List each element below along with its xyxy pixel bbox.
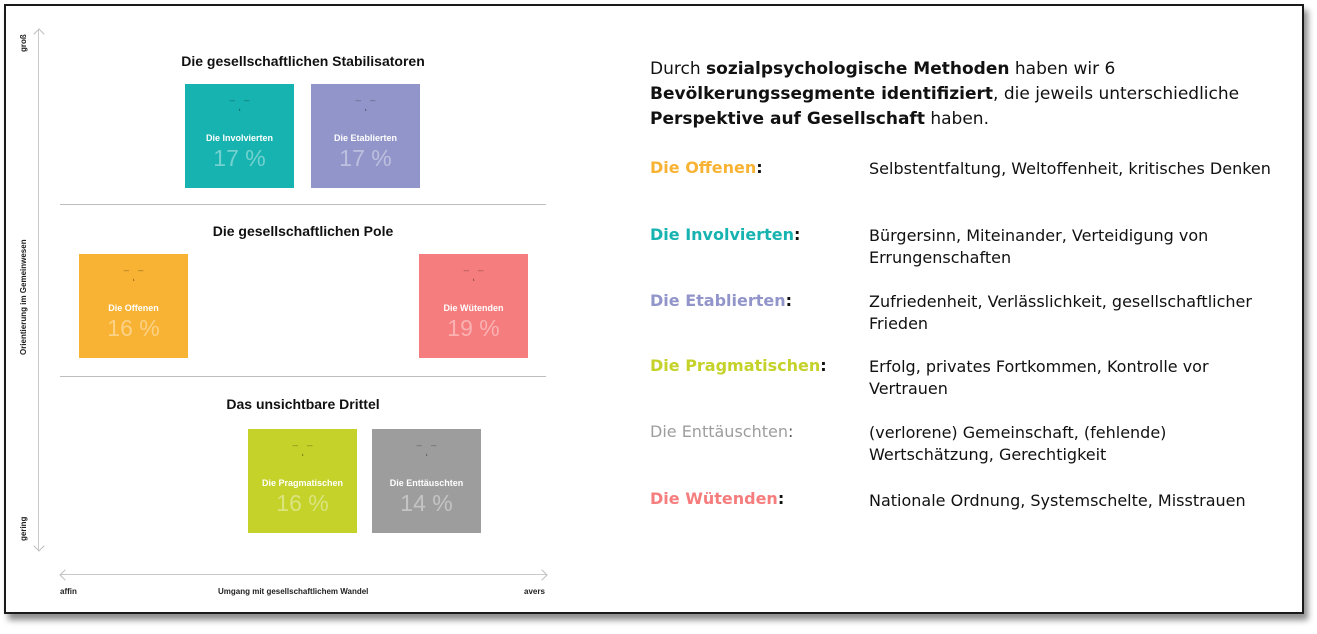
- face-icon: ⁻ͺ⁻: [291, 441, 314, 457]
- segment-name-enttaeuschten: [650, 422, 793, 441]
- tile-pragmatischen: [248, 429, 357, 533]
- tile-wuetenden: [419, 254, 528, 358]
- y-axis-line: [38, 30, 39, 550]
- x-axis-right-label: avers: [524, 587, 545, 596]
- intro-text: haben.: [924, 109, 989, 129]
- tile-name: Die Offenen: [108, 303, 159, 313]
- segment-colon: :: [820, 356, 827, 375]
- tile-enttaeuschten: [372, 429, 481, 533]
- segment-name-text: Die Involvierten: [650, 225, 794, 244]
- group-title-drittel: Das unsichtbare Drittel: [226, 396, 380, 412]
- group-title-pole: Die gesellschaftlichen Pole: [212, 223, 394, 239]
- face-icon: ⁻ͺ⁻: [462, 266, 485, 282]
- segment-desc-wuetenden: Nationale Ordnung, Systemschelte, Misstrauen: [869, 491, 1246, 510]
- segment-name-text: Die Offenen: [650, 158, 757, 177]
- segment-name-text: Die Wütenden: [650, 489, 778, 508]
- segment-name-offenen: [650, 158, 763, 177]
- y-axis-top-label: groß: [19, 34, 28, 52]
- intro-paragraph: [650, 57, 1280, 132]
- tile-percentage: 17 %: [213, 145, 266, 171]
- tile-name: Die Enttäuschten: [389, 478, 464, 488]
- group-divider: [60, 376, 546, 377]
- tile-name: Die Wütenden: [443, 303, 504, 313]
- segment-name-pragmatischen: [650, 356, 827, 375]
- segment-desc-etablierten: Zufriedenheit, Verlässlichkeit, gesellschaftlicher Frieden: [869, 292, 1252, 333]
- segment-colon: :: [777, 489, 785, 508]
- tile-name: Die Involvierten: [205, 133, 274, 143]
- segment-colon: :: [785, 291, 793, 310]
- tile-involvierten: [185, 84, 294, 188]
- group-title-stabilisatoren: Die gesellschaftlichen Stabilisatoren: [181, 53, 425, 69]
- segment-desc-involvierten: Bürgersinn, Miteinander, Verteidigung von Errungenschaften: [869, 226, 1209, 267]
- intro-bold: Bevölkerungssegmente identifiziert: [650, 84, 994, 104]
- segment-colon: :: [756, 158, 763, 177]
- intro-text: haben wir 6: [1009, 59, 1116, 79]
- face-icon: ⁻ͺ⁻: [415, 441, 438, 457]
- tile-etablierten: [311, 84, 420, 188]
- tile-name: Die Pragmatischen: [261, 478, 344, 488]
- segment-colon: :: [787, 422, 794, 441]
- x-axis-left-label: affin: [60, 587, 77, 596]
- x-axis-title: Umgang mit gesellschaftlichem Wandel: [218, 587, 369, 596]
- intro-text: , die jeweils unterschiedliche: [993, 84, 1240, 104]
- y-axis-title: Orientierung im Gemeinwesen: [19, 239, 28, 355]
- y-axis-bottom-label: gering: [19, 516, 28, 541]
- tile-offenen: [79, 254, 188, 358]
- segment-desc-pragmatischen: Erfolg, privates Fortkommen, Kontrolle vor Vertrauen: [869, 357, 1209, 398]
- segment-name-involvierten: [650, 225, 800, 244]
- segment-desc-offenen: Selbstentfaltung, Weltoffenheit, kritisches Denken: [869, 159, 1271, 178]
- face-icon: ⁻ͺ⁻: [228, 96, 251, 112]
- x-axis-line: [60, 574, 546, 575]
- group-divider: [60, 204, 546, 205]
- tile-name: Die Etablierten: [333, 133, 398, 143]
- segment-name-text: Die Etablierten: [650, 291, 786, 310]
- intro-bold: Perspektive auf Gesellschaft: [650, 109, 925, 129]
- segment-desc-enttaeuschten: (verlorene) Gemeinschaft, (fehlende) Wertschätzung, Gerechtigkeit: [869, 423, 1167, 464]
- tile-percentage: 17 %: [339, 145, 392, 171]
- intro-bold: sozialpsychologische Methoden: [706, 59, 1010, 79]
- tile-percentage: 16 %: [107, 315, 160, 341]
- tile-percentage: 19 %: [447, 315, 500, 341]
- segment-name-wuetenden: [650, 489, 784, 508]
- intro-text: Durch: [650, 59, 707, 79]
- tile-percentage: 14 %: [400, 490, 453, 516]
- face-icon: ⁻ͺ⁻: [354, 96, 377, 112]
- face-icon: ⁻ͺ⁻: [122, 266, 145, 282]
- segment-name-text: Die Enttäuschten: [650, 422, 788, 441]
- segment-name-text: Die Pragmatischen: [650, 356, 821, 375]
- tile-percentage: 16 %: [276, 490, 329, 516]
- segment-name-etablierten: [650, 291, 792, 310]
- segment-colon: :: [793, 225, 801, 244]
